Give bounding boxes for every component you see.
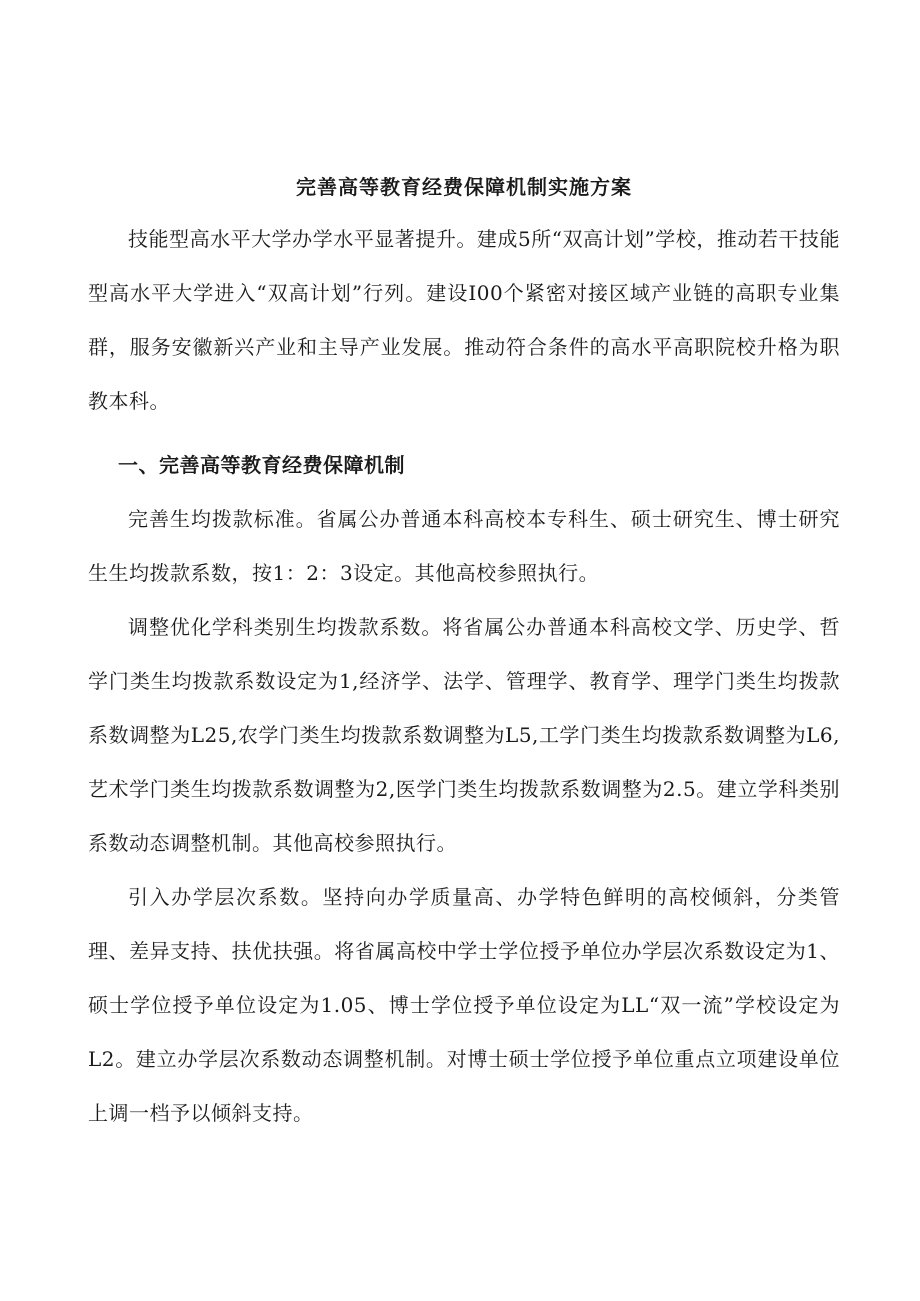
- intro-paragraph: 技能型高水平大学办学水平显著提升。建成5所“双高计划”学校，推动若干技能型高水平大学进入“双高计划”行列。建设I00个紧密对接区域产业链的高职专业集群，服务安徽新兴产业和主导产业发展。推动符合条件的高水平高职院校升格为职教本科。: [88, 227, 840, 413]
- document-page: [88, 172, 840, 1140]
- body-paragraph-discipline-coefficient: 调整优化学科类别生均拨款系数。将省属公办普通本科高校文学、历史学、哲学门类生均拨款系数设定为1,经济学、法学、管理学、教育学、理学门类生均拨款系数调整为L25,农学门类生均拨款系数调整为L5,工学门类生均拨款系数调整为L6,艺术学门类生均拨款系数调整为2,医学门类生均拨款系数调整为2.5。建立学科类别系数动态调整机制。其他高校参照执行。: [88, 615, 840, 855]
- document-title: 完善高等教育经费保障机制实施方案: [296, 175, 632, 199]
- section-heading: 一、完善高等教育经费保障机制: [118, 453, 405, 477]
- body-paragraph-level-coefficient: 引入办学层次系数。坚持向办学质量高、办学特色鲜明的高校倾斜，分类管理、差异支持、扶优扶强。将省属高校中学士学位授予单位办学层次系数设定为1、硕士学位授予单位设定为1.05、博士学位授予单位设定为LL“双一流”学校设定为L2。建立办学层次系数动态调整机制。对博士硕士学位授予单位重点立项建设单位上调一档予以倾斜支持。: [88, 885, 840, 1125]
- body-paragraph-funding-standard: 完善生均拨款标准。省属公办普通本科高校本专科生、硕士研究生、博士研究生生均拨款系数，按1：2：3设定。其他高校参照执行。: [88, 507, 840, 585]
